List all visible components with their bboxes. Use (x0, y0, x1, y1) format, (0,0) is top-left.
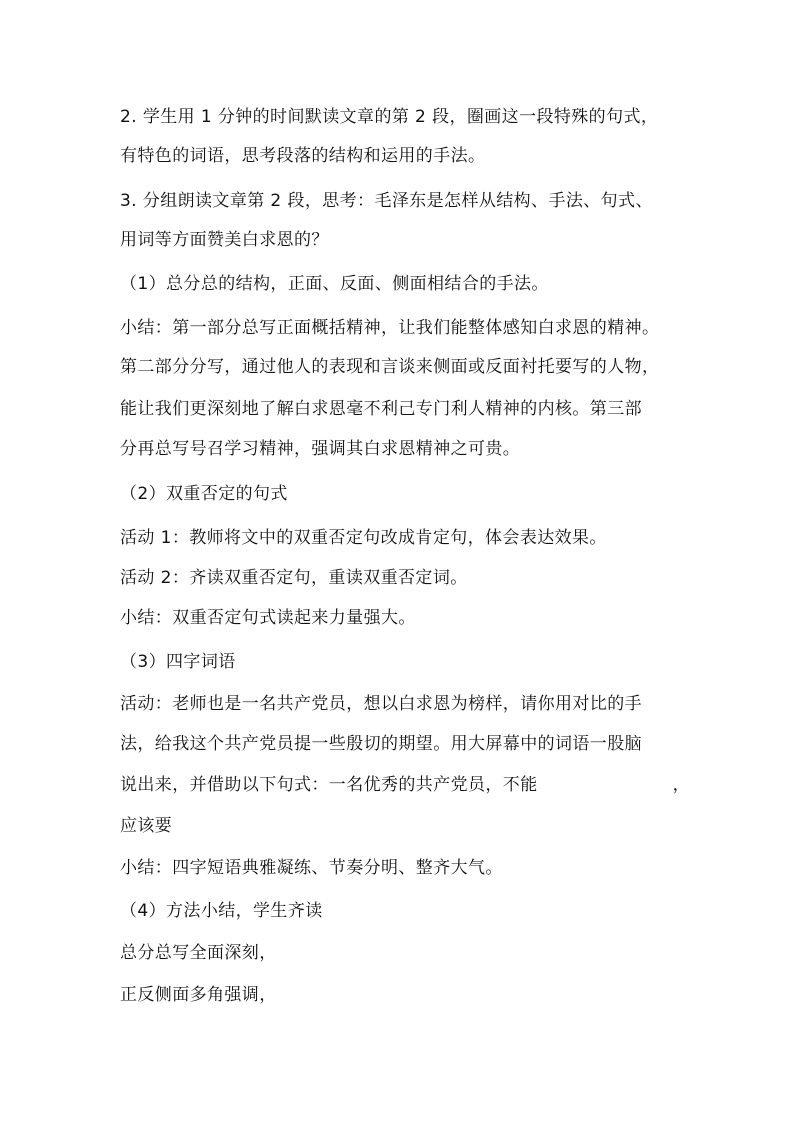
text-line: 小结：第一部分总写正面概括精神，让我们能整体感知白求恩的精神。 (120, 318, 660, 338)
text-line: 用词等方面赞美白求恩的？ (120, 230, 329, 250)
text-line: （4）方法小结，学生齐读 (120, 901, 323, 921)
text-line: （2）双重否定的句式 (120, 484, 288, 504)
text-line: 总分总写全面深刻， (120, 943, 277, 963)
text-line: （1）总分总的结构，正面、反面、侧面相结合的手法。 (120, 274, 549, 294)
text-line: 能让我们更深刻地了解白求恩毫不利己专门利人精神的内核。第三部 (120, 399, 642, 419)
text-line: 活动 2：齐读双重否定句，重读双重否定词。 (120, 568, 468, 588)
text-line: 小结：双重否定句式读起来力量强大。 (120, 608, 416, 628)
sentence-prompt: 说出来，并借助以下句式：一名优秀的共产党员，不能 (120, 775, 538, 795)
text-line-with-blank (120, 774, 690, 796)
text-line: 活动 1：教师将文中的双重否定句改成肯定句，体会表达效果。 (120, 528, 607, 548)
fill-in-blank (557, 774, 653, 796)
blank-comma: ， (672, 775, 690, 795)
text-line: 活动：老师也是一名共产党员，想以白求恩为榜样，请你用对比的手 (120, 694, 642, 714)
text-line: 正反侧面多角强调， (120, 985, 277, 1005)
text-line: 应该要 (120, 816, 173, 836)
text-line: 3. 分组朗读文章第 2 段，思考：毛泽东是怎样从结构、手法、句式、 (120, 191, 653, 211)
text-line: （3）四字词语 (120, 652, 236, 672)
text-line: 分再总写号召学习精神，强调其白求恩精神之可贵。 (120, 439, 521, 459)
text-line: 有特色的词语，思考段落的结构和运用的手法。 (120, 146, 486, 166)
text-line: 第二部分分写，通过他人的表现和言谈来侧面或反面衬托要写的人物， (120, 357, 660, 377)
text-line: 法，给我这个共产党员提一些殷切的期望。用大屏幕中的词语一股脑 (120, 734, 642, 754)
text-line: 2. 学生用 1 分钟的时间默读文章的第 2 段，圈画这一段特殊的句式， (120, 107, 659, 127)
text-line: 小结：四字短语典雅凝练、节奏分明、整齐大气。 (120, 858, 503, 878)
